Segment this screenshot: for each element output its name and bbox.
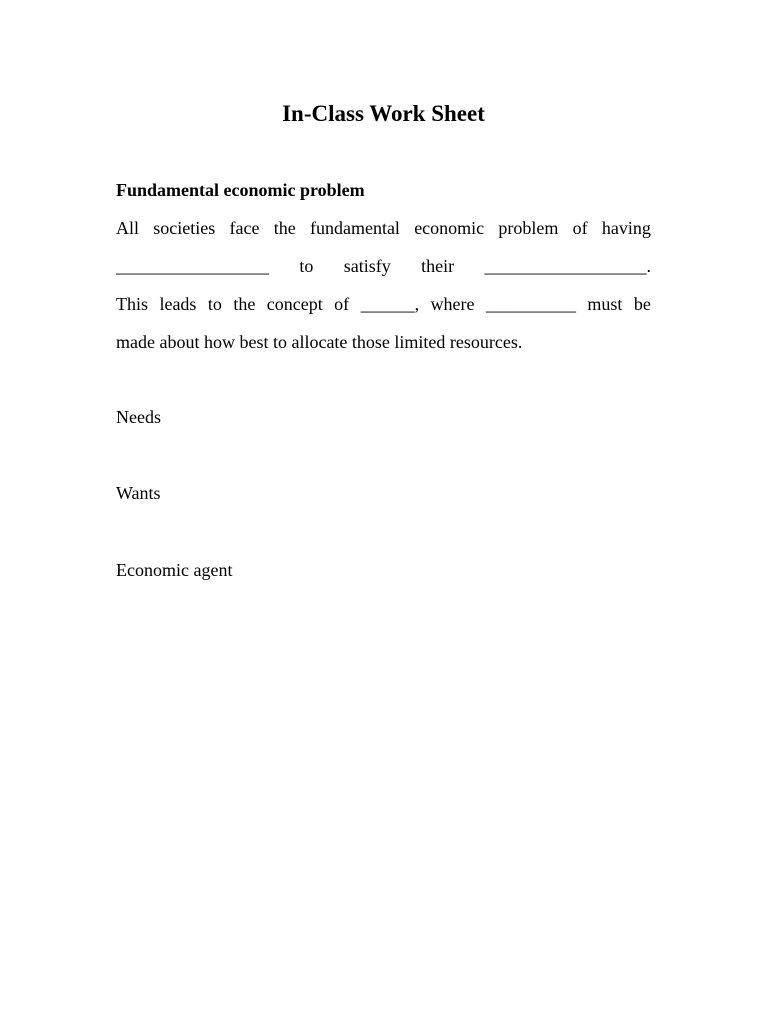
- word: concept: [266, 294, 323, 314]
- word: problem: [498, 218, 559, 238]
- term-needs: Needs: [116, 407, 161, 427]
- word: the: [233, 294, 256, 314]
- blank-wants: __________________.: [484, 256, 651, 276]
- term-economic-agent: Economic agent: [116, 560, 233, 580]
- word: economic: [414, 218, 485, 238]
- word: All: [116, 218, 140, 238]
- word: where: [430, 294, 475, 314]
- word: of: [572, 218, 588, 238]
- word: fundamental: [309, 218, 400, 238]
- fill-in-paragraph: [116, 214, 651, 366]
- page-title: In-Class Work Sheet: [282, 101, 485, 126]
- paragraph-line-1: [116, 214, 651, 252]
- blank-choices: __________: [485, 294, 576, 314]
- word: societies: [153, 218, 216, 238]
- paragraph-line-2: [116, 252, 651, 290]
- paragraph-line-4: made about how best to allocate those limited resources.: [116, 332, 523, 352]
- word: having: [601, 218, 651, 238]
- word: to: [207, 294, 222, 314]
- word: the: [273, 218, 296, 238]
- word: be: [633, 294, 651, 314]
- blank-resources: _________________: [116, 256, 269, 276]
- word: of: [334, 294, 350, 314]
- word: leads: [159, 294, 197, 314]
- word: face: [229, 218, 260, 238]
- word: to: [299, 256, 314, 276]
- word: This: [116, 294, 149, 314]
- section-heading: Fundamental economic problem: [116, 180, 365, 200]
- word: must: [587, 294, 623, 314]
- term-wants: Wants: [116, 483, 161, 503]
- word: their: [421, 256, 455, 276]
- word: satisfy: [343, 256, 391, 276]
- paragraph-line-3: [116, 290, 651, 328]
- blank-concept: ______,: [360, 294, 420, 314]
